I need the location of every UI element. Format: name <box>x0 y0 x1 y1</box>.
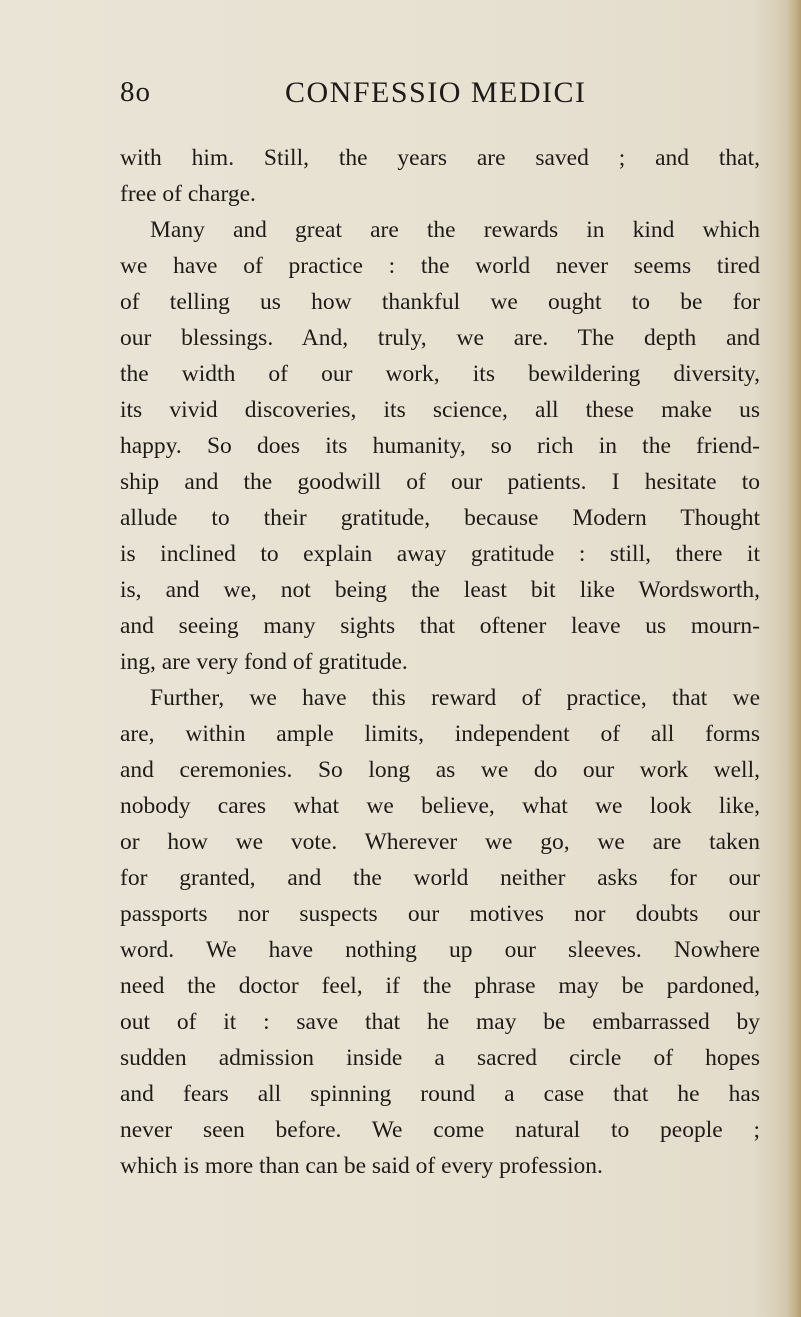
text-line: word. We have nothing up our sleeves. Nowhere <box>120 937 760 963</box>
text-line: the width of our work, its bewildering diversity, <box>120 361 760 387</box>
text-line: free of charge. <box>120 181 256 207</box>
text-line: of telling us how thankful we ought to be for <box>120 289 760 315</box>
running-title: CONFESSIO MEDICI <box>285 76 587 109</box>
text-line: are, within ample limits, independent of all forms <box>120 721 760 747</box>
body-text <box>120 140 760 1184</box>
text-line: and seeing many sights that oftener leave us mourn- <box>120 613 760 639</box>
text-line: is inclined to explain away gratitude : still, there it <box>120 541 760 567</box>
text-line: our blessings. And, truly, we are. The depth and <box>120 325 760 351</box>
text-line: which is more than can be said of every profession. <box>120 1153 603 1179</box>
running-head <box>120 76 760 116</box>
text-line: ship and the goodwill of our patients. I hesitate to <box>120 469 760 495</box>
text-line: need the doctor feel, if the phrase may be pardoned, <box>120 973 760 999</box>
text-line: for granted, and the world neither asks for our <box>120 865 760 891</box>
text-line: its vivid discoveries, its science, all these make us <box>120 397 760 423</box>
text-line: never seen before. We come natural to people ; <box>120 1117 760 1143</box>
page-edge-shadow <box>787 0 801 1317</box>
text-line: Many and great are the rewards in kind which <box>150 217 760 243</box>
text-line: and ceremonies. So long as we do our work well, <box>120 757 760 783</box>
text-line: nobody cares what we believe, what we look like, <box>120 793 760 819</box>
text-line: sudden admission inside a sacred circle of hopes <box>120 1045 760 1071</box>
text-line: is, and we, not being the least bit like Wordsworth, <box>120 577 760 603</box>
page-number: 8o <box>120 76 151 108</box>
text-line: allude to their gratitude, because Modern Thought <box>120 505 760 531</box>
text-line: passports nor suspects our motives nor doubts our <box>120 901 760 927</box>
text-line: with him. Still, the years are saved ; and that, <box>120 145 760 171</box>
text-line: out of it : save that he may be embarrassed by <box>120 1009 760 1035</box>
text-line: or how we vote. Wherever we go, we are taken <box>120 829 760 855</box>
text-line: ing, are very fond of gratitude. <box>120 649 408 675</box>
text-line: and fears all spinning round a case that he has <box>120 1081 760 1107</box>
text-line: happy. So does its humanity, so rich in the friend- <box>120 433 760 459</box>
text-line: we have of practice : the world never seems tired <box>120 253 760 279</box>
text-line: Further, we have this reward of practice, that we <box>150 685 760 711</box>
